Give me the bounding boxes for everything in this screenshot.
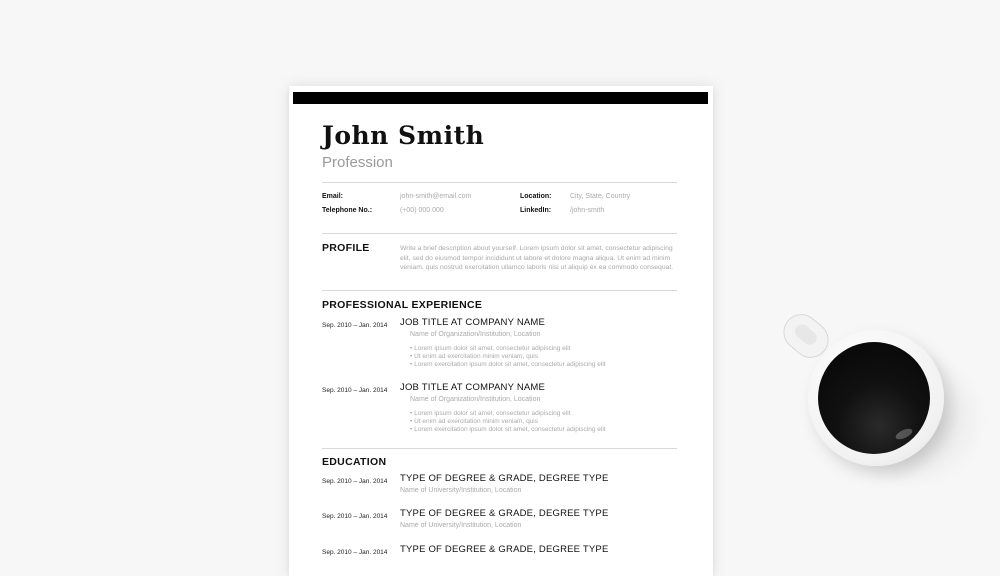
divider <box>322 182 677 183</box>
institution: Name of University/Institution, Location <box>400 522 522 529</box>
list-item: • Ut enim ad exercitation minim veniam, quis <box>410 353 539 360</box>
experience-heading: PROFESSIONAL EXPERIENCE <box>322 299 483 311</box>
list-item: • Lorem exercitation ipsum dolor sit amet, consectetur adipiscing elit <box>410 426 606 433</box>
list-item: • Ut enim ad exercitation minim veniam, quis <box>410 418 539 425</box>
resume-name: John Smith <box>322 121 485 150</box>
entry-date: Sep. 2010 – Jan. 2014 <box>322 478 388 485</box>
linkedin-value: /john-smith <box>570 207 605 214</box>
degree-title: TYPE OF DEGREE & GRADE, DEGREE TYPE <box>400 473 609 484</box>
header-bar <box>293 92 708 104</box>
job-title: JOB TITLE AT COMPANY NAME <box>400 317 546 328</box>
entry-date: Sep. 2010 – Jan. 2014 <box>322 513 388 520</box>
education-entry <box>322 544 682 574</box>
organization: Name of Organization/Institution, Location <box>410 396 541 403</box>
education-entry <box>322 508 682 538</box>
phone-value: (+00) 000 000 <box>400 207 444 214</box>
location-label: Location: <box>520 193 552 200</box>
experience-entry <box>322 382 682 442</box>
profile-text: Write a brief description about yourself. Lorem ipsum dolor sit amet, consectetur adipiscing elit, sed do eiusmod tempor incididunt ut labore et dolore magna aliqua. Ut enim ad minim veniam, quis nostrud exercitation ullamco laboris nisi ut aliquip ex ea commodo consequat. <box>400 245 674 271</box>
divider <box>322 448 677 449</box>
education-entry <box>322 473 682 503</box>
entry-date: Sep. 2010 – Jan. 2014 <box>322 549 388 556</box>
bullet-list <box>410 410 606 434</box>
entry-date: Sep. 2010 – Jan. 2014 <box>322 387 388 394</box>
bullet-list <box>410 345 606 369</box>
resume-page <box>289 86 713 576</box>
list-item: • Lorem exercitation ipsum dolor sit amet, consectetur adipiscing elit <box>410 361 606 368</box>
coffee <box>818 342 930 454</box>
degree-title: TYPE OF DEGREE & GRADE, DEGREE TYPE <box>400 544 609 555</box>
entry-date: Sep. 2010 – Jan. 2014 <box>322 322 388 329</box>
experience-entry <box>322 317 682 377</box>
divider <box>322 233 677 234</box>
profile-heading: PROFILE <box>322 242 370 254</box>
resume-profession: Profession <box>322 154 393 171</box>
list-item: • Lorem ipsum dolor sit amet, consectetur adipiscing elit <box>410 345 571 352</box>
institution: Name of University/Institution, Location <box>400 487 522 494</box>
location-value: City, State, Country <box>570 193 631 200</box>
email-label: Email: <box>322 193 344 200</box>
education-heading: EDUCATION <box>322 456 387 468</box>
organization: Name of Organization/Institution, Location <box>410 331 541 338</box>
job-title: JOB TITLE AT COMPANY NAME <box>400 382 546 393</box>
linkedin-label: LinkedIn: <box>520 207 552 214</box>
list-item: • Lorem ipsum dolor sit amet, consectetur adipiscing elit <box>410 410 571 417</box>
phone-label: Telephone No.: <box>322 207 373 214</box>
degree-title: TYPE OF DEGREE & GRADE, DEGREE TYPE <box>400 508 609 519</box>
email-value: john-smith@email.com <box>400 193 472 200</box>
divider <box>322 290 677 291</box>
